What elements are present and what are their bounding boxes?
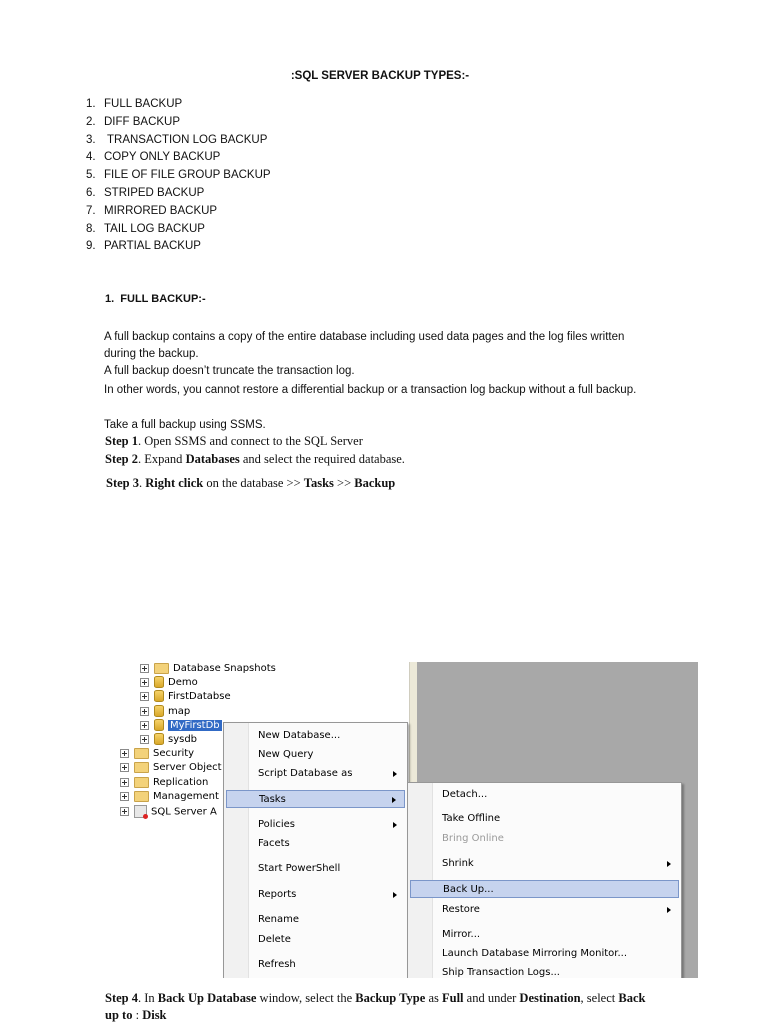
menu-item-label: Rename (258, 914, 300, 925)
expand-icon[interactable] (120, 807, 129, 816)
tree-label: sysdb (168, 734, 198, 745)
tree-label: MyFirstDb (170, 720, 220, 731)
database-icon (154, 705, 164, 717)
menu-item-label: New Database... (258, 730, 341, 741)
list-number: 1. (86, 98, 96, 110)
menu-item-label: Launch Database Mirroring Monitor... (442, 948, 628, 959)
tree-item[interactable] (120, 790, 219, 804)
tree-label: Replication (153, 777, 209, 788)
step-4 (105, 991, 645, 1006)
list-label: COPY ONLY BACKUP (104, 151, 221, 164)
menu-item-label: Reports (258, 889, 297, 900)
tree-item[interactable] (120, 747, 194, 761)
folder-icon (134, 791, 149, 802)
list-label: DIFF BACKUP (104, 115, 181, 128)
step-text: and under (463, 991, 520, 1005)
menu-item-label: Shrink (442, 858, 474, 869)
menu-item-label: Script Database as (258, 768, 353, 779)
folder-icon (134, 762, 149, 773)
step-text: . In (138, 991, 158, 1005)
list-item (86, 149, 271, 167)
step-1 (105, 434, 363, 449)
menu-item-reports[interactable] (226, 886, 405, 904)
step-label: Step 3 (106, 476, 139, 490)
database-icon (154, 676, 164, 688)
menu-item-refresh[interactable] (226, 956, 405, 974)
step-3 (106, 476, 395, 491)
list-number: 3. (86, 133, 96, 146)
list-label: FILE OF FILE GROUP BACKUP (104, 169, 271, 182)
menu-item-rename[interactable] (226, 911, 405, 929)
tree-label: Database Snapshots (173, 663, 276, 674)
section-heading: 1. FULL BACKUP:- (105, 293, 206, 305)
backup-types-list (86, 96, 271, 256)
submenu-arrow-icon (667, 907, 671, 913)
menu-item-label: Mirror... (442, 929, 481, 940)
tree-label: SQL Server A (151, 806, 217, 818)
menu-item-label: Start PowerShell (258, 863, 341, 874)
expand-icon[interactable] (140, 735, 149, 744)
list-item (86, 167, 271, 185)
step-text: on the database >> (203, 476, 304, 490)
expand-icon[interactable] (120, 749, 129, 758)
step-text: window, select the (256, 991, 356, 1005)
menu-item-mirroring-monitor[interactable] (410, 945, 679, 963)
tasks-submenu (407, 782, 682, 978)
tree-item[interactable] (140, 676, 198, 690)
tree-item[interactable] (140, 662, 276, 676)
menu-item-facets[interactable] (226, 835, 405, 853)
submenu-arrow-icon (667, 861, 671, 867)
menu-item-tasks[interactable] (226, 790, 405, 808)
submenu-arrow-icon (392, 797, 396, 803)
step-text: >> (333, 476, 355, 490)
menu-item-restore[interactable] (410, 901, 679, 919)
list-item (86, 114, 271, 132)
tree-item[interactable] (140, 705, 190, 719)
ssms-screenshot (96, 662, 698, 978)
menu-item-new-query[interactable] (226, 746, 405, 764)
menu-item-label: Policies (258, 819, 295, 830)
tree-label: map (168, 706, 191, 717)
expand-icon[interactable] (120, 778, 129, 787)
step-keyword: Back (618, 991, 646, 1005)
paragraph-line: In other words, you cannot restore a differential backup or a transaction log backup without a full backup. (104, 384, 637, 396)
menu-item-label: Tasks (259, 794, 286, 805)
database-icon (154, 719, 164, 731)
menu-item-take-offline[interactable] (410, 810, 679, 828)
expand-icon[interactable] (140, 678, 149, 687)
list-label: MIRRORED BACKUP (104, 204, 218, 217)
paragraph-line: A full backup contains a copy of the entire database including used data pages and the log files written (104, 331, 625, 343)
step-label: Step 4 (105, 991, 138, 1005)
list-item (86, 238, 271, 256)
step-label: Step 2 (105, 452, 138, 466)
list-item (86, 96, 271, 114)
menu-item-script-database[interactable] (226, 765, 405, 783)
menu-item-label: Delete (258, 934, 291, 945)
list-number: 2. (86, 115, 96, 128)
document-title: :SQL SERVER BACKUP TYPES:- (290, 70, 470, 82)
list-number: 5. (86, 169, 96, 182)
menu-item-label: Detach... (442, 789, 488, 800)
paragraph-line: during the backup. (104, 348, 199, 360)
step-keyword: Backup Type (355, 991, 426, 1005)
context-menu (223, 722, 408, 978)
list-number: 7. (86, 204, 96, 217)
tree-label: Security (153, 748, 195, 759)
step-text: . (139, 476, 146, 490)
folder-icon (134, 777, 149, 788)
menu-item-label: Restore (442, 904, 480, 915)
list-number: 4. (86, 151, 96, 164)
expand-icon[interactable] (120, 792, 129, 801)
step-keyword: up to (105, 1008, 133, 1022)
list-number: 6. (86, 186, 96, 199)
menu-item-label: Ship Transaction Logs... (442, 967, 560, 978)
database-icon (154, 733, 164, 745)
paragraph-line: A full backup doesn’t truncate the transaction log. (104, 365, 355, 377)
submenu-arrow-icon (393, 771, 397, 777)
step-keyword: Destination (519, 991, 581, 1005)
list-label: FULL BACKUP (104, 98, 183, 110)
step-2 (105, 452, 405, 467)
tree-item[interactable] (140, 690, 231, 704)
step-keyword: Tasks (303, 476, 334, 490)
menu-item-policies[interactable] (226, 816, 405, 834)
step-text: and select the required database. (239, 452, 405, 466)
menu-item-ship-transaction-logs[interactable] (410, 964, 679, 978)
expand-icon[interactable] (140, 664, 149, 673)
folder-icon (154, 663, 169, 674)
submenu-arrow-icon (393, 892, 397, 898)
list-item (86, 221, 271, 239)
menu-item-mirror[interactable] (410, 926, 679, 944)
folder-icon (134, 748, 149, 759)
menu-item-label: Back Up... (443, 884, 494, 895)
list-label: STRIPED BACKUP (104, 186, 205, 199)
tree-label: Management (153, 791, 219, 802)
step-label: Step 1 (105, 434, 138, 448)
expand-icon[interactable] (120, 763, 129, 772)
step-keyword: Full (441, 991, 464, 1005)
list-item (86, 132, 271, 150)
menu-item-bring-online (410, 830, 679, 848)
expand-icon[interactable] (140, 721, 149, 730)
step-keyword: Right click (145, 476, 204, 490)
step-text: . Open SSMS and connect to the SQL Server (138, 434, 363, 448)
tree-label: FirstDatabse (168, 691, 231, 702)
menu-item-delete[interactable] (226, 931, 405, 949)
tree-label: Demo (168, 677, 198, 688)
step-keyword: Databases (185, 452, 240, 466)
tree-item[interactable] (120, 761, 222, 775)
menu-item-label: Take Offline (442, 813, 501, 824)
tree-label: Server Object (153, 762, 222, 773)
menu-item-start-powershell[interactable] (226, 860, 405, 878)
take-backup-line: Take a full backup using SSMS. (104, 419, 266, 431)
agent-icon (134, 805, 147, 818)
list-label: TRANSACTION LOG BACKUP (104, 133, 268, 146)
expand-icon[interactable] (140, 692, 149, 701)
menu-item-label: New Query (258, 749, 314, 760)
step-text: , select (580, 991, 619, 1005)
database-icon (154, 690, 164, 702)
step-keyword: Disk (142, 1008, 167, 1022)
menu-item-label: Facets (258, 838, 290, 849)
tree-item[interactable] (120, 805, 217, 819)
menu-item-label: Bring Online (442, 833, 504, 844)
expand-icon[interactable] (140, 707, 149, 716)
step-text: . Expand (138, 452, 186, 466)
step-keyword: Backup (354, 476, 396, 490)
list-number: 8. (86, 222, 96, 235)
submenu-arrow-icon (393, 822, 397, 828)
menu-item-detach[interactable] (410, 786, 679, 804)
list-label: TAIL LOG BACKUP (104, 222, 205, 235)
list-label: PARTIAL BACKUP (104, 240, 201, 253)
menu-item-shrink[interactable] (410, 855, 679, 873)
tree-item-selected[interactable] (140, 719, 222, 733)
menu-item-label: Refresh (258, 959, 296, 970)
list-number: 9. (86, 240, 96, 253)
tree-item[interactable] (140, 733, 197, 747)
list-item (86, 203, 271, 221)
menu-item-back-up[interactable] (410, 880, 679, 898)
step-keyword: Back Up Database (157, 991, 257, 1005)
step-4-continued (105, 1008, 167, 1023)
tree-item[interactable] (120, 776, 208, 790)
step-text: as (425, 991, 442, 1005)
list-item (86, 185, 271, 203)
menu-item-new-database[interactable] (226, 727, 405, 745)
step-text: : (132, 1008, 143, 1022)
